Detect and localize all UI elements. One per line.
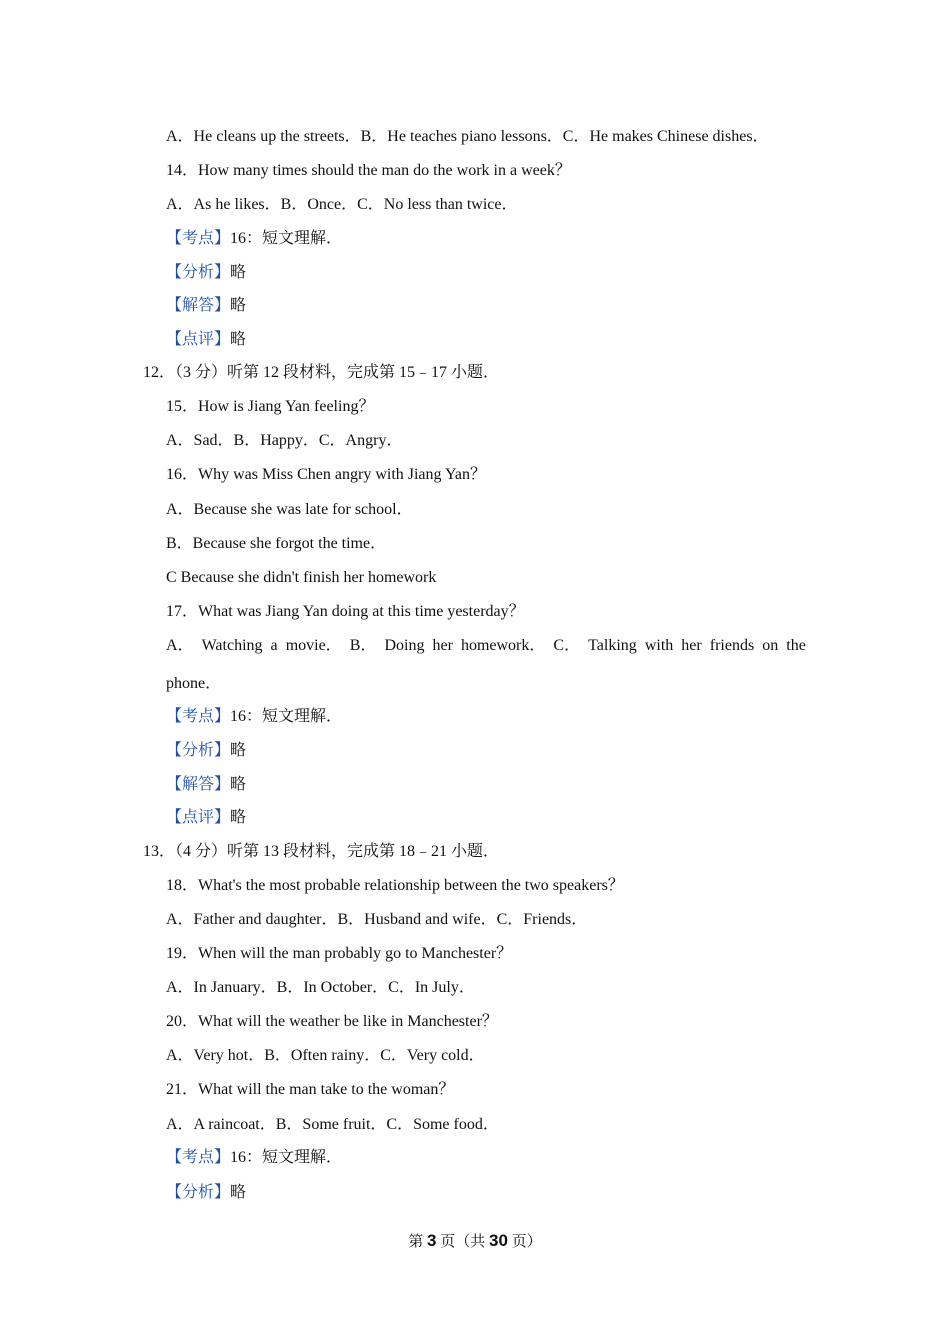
q20-question: 20．What will the weather be like in Manchester？ — [166, 1013, 498, 1030]
jieda-row-2 — [166, 775, 246, 795]
kaodian-row-3 — [166, 1148, 342, 1168]
q17-word: Watching — [201, 637, 263, 654]
q16-option-b: B．Because she forgot the time． — [166, 535, 387, 552]
footer-total-pages: 30 — [489, 1231, 508, 1250]
dianping-tag: 【点评】 — [166, 331, 231, 348]
dianping-row-1 — [166, 330, 246, 350]
q19-options: A．In January．B．In October．C．In July． — [166, 979, 475, 996]
dianping-row-2 — [166, 808, 246, 828]
fenxi-text: 略 — [230, 742, 247, 759]
page-footer — [0, 1230, 950, 1251]
q16-question: 16．Why was Miss Chen angry with Jiang Yan？ — [166, 466, 486, 483]
footer-mid: 页（共 — [436, 1234, 490, 1250]
q17-word: movie． — [285, 637, 342, 654]
jieda-tag: 【解答】 — [166, 776, 231, 793]
q12-header: 12．（3 分）听第 12 段材料，完成第 15﹣17 小题． — [143, 364, 500, 381]
kaodian-tag: 【考点】 — [166, 708, 231, 725]
q20-options: A．Very hot．B．Often rainy．C．Very cold． — [166, 1047, 485, 1064]
q17-word: A． — [166, 637, 194, 654]
jieda-row-1 — [166, 296, 246, 316]
fenxi-tag: 【分析】 — [166, 742, 231, 759]
q17-word: the — [786, 637, 806, 654]
q21-question: 21．What will the man take to the woman？ — [166, 1081, 455, 1098]
q17-word: her — [432, 637, 453, 654]
kaodian-text: 16：短文理解． — [230, 230, 343, 247]
kaodian-row-1 — [166, 229, 342, 249]
q21-options: A．A raincoat．B．Some fruit．C．Some food． — [166, 1116, 499, 1133]
q17-word: Doing — [384, 637, 425, 654]
q13-options: A．He cleans up the streets．B．He teaches piano lessons．C．He makes Chinese dishes． — [166, 128, 769, 145]
q14-question: 14．How many times should the man do the work in a week？ — [166, 162, 571, 179]
fenxi-row-2 — [166, 741, 246, 761]
q17-word: on — [762, 637, 779, 654]
q17-word: homework． — [460, 637, 546, 654]
q17-word: B． — [349, 637, 377, 654]
q18-question: 18．What's the most probable relationship between the two speakers？ — [166, 877, 624, 894]
footer-page-number: 3 — [427, 1231, 437, 1250]
kaodian-tag: 【考点】 — [166, 1149, 231, 1166]
footer-post: 页） — [507, 1234, 542, 1250]
jieda-tag: 【解答】 — [166, 297, 231, 314]
fenxi-tag: 【分析】 — [166, 264, 231, 281]
q17-word: Talking — [588, 637, 637, 654]
kaodian-row-2 — [166, 707, 342, 727]
fenxi-row-3 — [166, 1183, 246, 1203]
q19-question: 19．When will the man probably go to Manchester？ — [166, 945, 513, 962]
q16-option-a: A．Because she was late for school． — [166, 501, 413, 518]
fenxi-tag: 【分析】 — [166, 1184, 231, 1201]
kaodian-tag: 【考点】 — [166, 230, 231, 247]
q17-options — [166, 636, 806, 656]
fenxi-row-1 — [166, 263, 246, 283]
q17-options-cont: phone． — [166, 675, 222, 692]
kaodian-text: 16：短文理解． — [230, 1149, 343, 1166]
jieda-text: 略 — [230, 776, 247, 793]
q18-options: A．Father and daughter．B．Husband and wife．C．Friends． — [166, 911, 588, 928]
jieda-text: 略 — [230, 297, 247, 314]
q15-options: A．Sad．B．Happy．C．Angry． — [166, 432, 403, 449]
q17-word: C． — [553, 637, 581, 654]
q14-options: A．As he likes．B．Once．C．No less than twice． — [166, 196, 518, 213]
q17-word: a — [270, 637, 278, 654]
fenxi-text: 略 — [230, 264, 247, 281]
q17-word: her — [681, 637, 702, 654]
q15-question: 15．How is Jiang Yan feeling？ — [166, 398, 375, 415]
footer-pre: 第 — [408, 1234, 428, 1250]
fenxi-text: 略 — [230, 1184, 247, 1201]
q13-header: 13．（4 分）听第 13 段材料，完成第 18﹣21 小题． — [143, 843, 500, 860]
q17-word: friends — [709, 637, 755, 654]
kaodian-text: 16：短文理解． — [230, 708, 343, 725]
q16-option-c: C Because she didn't finish her homework — [166, 569, 437, 586]
q17-question: 17．What was Jiang Yan doing at this time yesterday？ — [166, 603, 525, 620]
q17-word: with — [644, 637, 674, 654]
dianping-tag: 【点评】 — [166, 809, 231, 826]
dianping-text: 略 — [230, 809, 247, 826]
dianping-text: 略 — [230, 331, 247, 348]
